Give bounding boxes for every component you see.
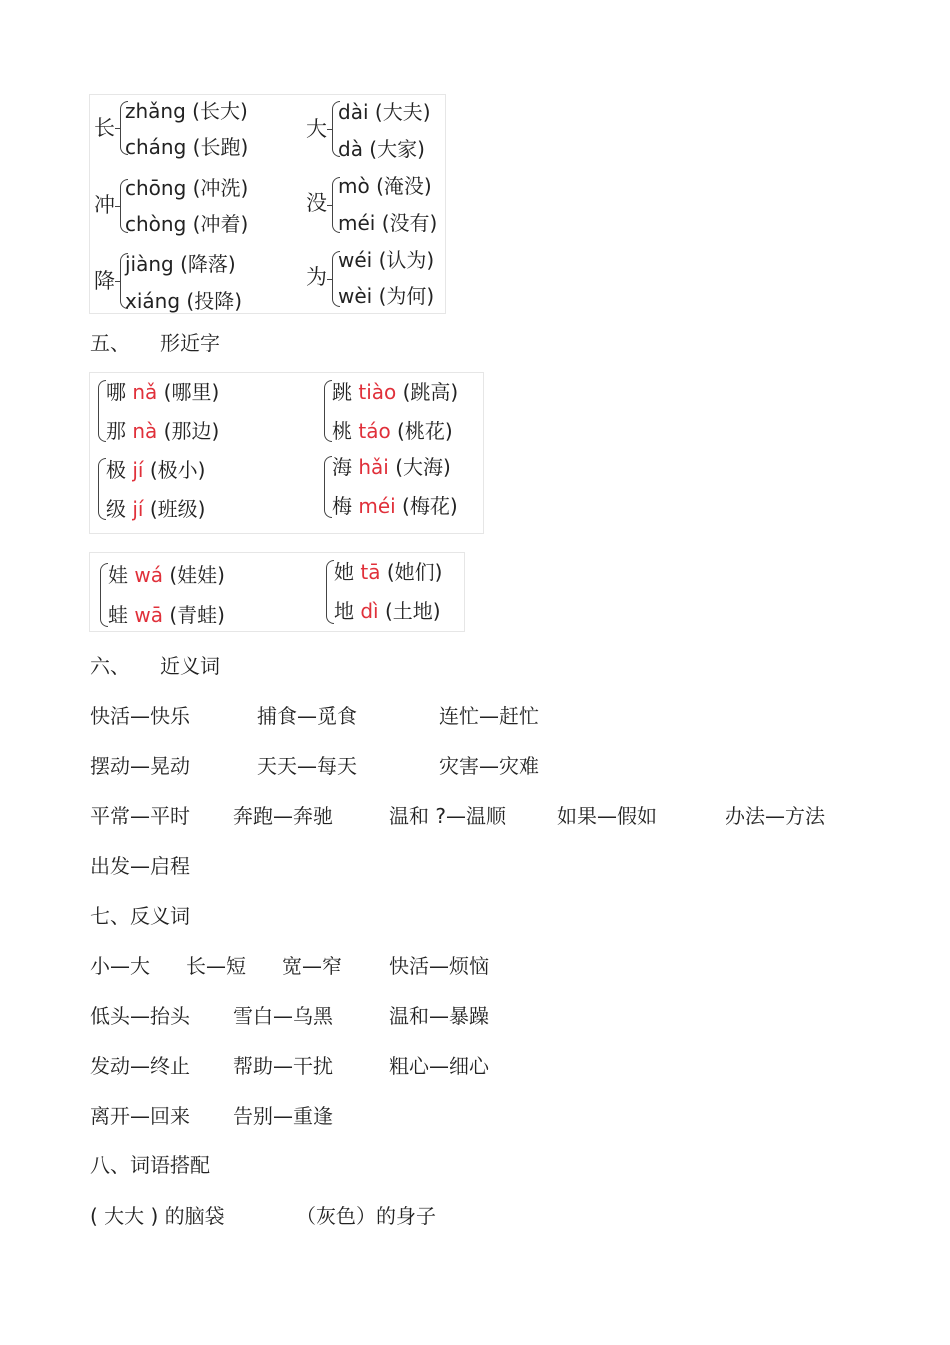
synonym-pair: 平常—平时: [90, 804, 190, 828]
example-word: 长跑: [200, 135, 241, 159]
pinyin: wā: [134, 603, 163, 627]
polyphone-entry: méi (没有): [338, 211, 438, 235]
collocation-item: （灰色）的身子: [296, 1204, 436, 1228]
antonym-pair: 粗心—细心: [389, 1054, 489, 1078]
synonym-pair: 办法—方法: [725, 804, 825, 828]
section-heading-6: 六、 近义词: [90, 654, 220, 678]
antonym-pair: 温和—暴躁: [389, 1004, 489, 1028]
example-word: 青蛙: [177, 603, 218, 627]
example-word: 冲着: [200, 212, 241, 236]
antonym-pair: 小—大: [90, 954, 150, 978]
synonym-pair: 温和 ?—温顺: [389, 804, 506, 828]
example-word: 大夫: [382, 100, 423, 124]
section-heading-5: 五、 形近字: [90, 331, 220, 355]
char: 梅: [332, 494, 352, 518]
polyphone-entry: zhǎng (长大): [125, 99, 248, 123]
pinyin: tā: [360, 560, 381, 584]
pinyin: chòng: [125, 212, 187, 236]
char: 桃: [332, 419, 352, 443]
similar-char-entry: 桃 táo (桃花): [332, 419, 453, 443]
example-word: 跳高: [410, 380, 451, 404]
pinyin: jí: [132, 458, 144, 482]
pinyin: zhǎng: [125, 99, 186, 123]
polyphone-entry: wéi (认为): [338, 248, 435, 272]
antonym-pair: 离开—回来: [90, 1104, 190, 1128]
similar-char-entry: 她 tā (她们): [334, 560, 443, 584]
pinyin: mò: [338, 174, 370, 198]
similar-char-entry: 海 hǎi (大海): [332, 455, 451, 479]
char: 极: [106, 458, 126, 482]
polyphone-entry: xiáng (投降): [125, 289, 243, 313]
polyphone-entry: dài (大夫): [338, 100, 431, 124]
brace: [98, 380, 106, 442]
brace: [326, 560, 334, 624]
synonym-pair: 如果—假如: [557, 804, 657, 828]
synonym-pair: 出发—启程: [90, 854, 190, 878]
example-word: 娃娃: [177, 563, 218, 587]
pinyin: xiáng: [125, 289, 181, 313]
pinyin: méi: [358, 494, 396, 518]
polyphone-entry: dà (大家): [338, 137, 425, 161]
example-word: 她们: [394, 560, 435, 584]
synonym-pair: 捕食—觅食: [257, 704, 357, 728]
example-word: 淹没: [383, 174, 424, 198]
polyphone-entry: cháng (长跑): [125, 135, 249, 159]
brace: [324, 380, 332, 442]
antonym-pair: 雪白—乌黑: [233, 1004, 333, 1028]
synonym-pair: 天天—每天: [257, 754, 357, 778]
antonym-pair: 发动—终止: [90, 1054, 190, 1078]
example-word: 认为: [386, 248, 427, 272]
example-word: 哪里: [171, 380, 212, 404]
section-heading-7: 七、反义词: [90, 904, 190, 928]
similar-char-entry: 跳 tiào (跳高): [332, 380, 459, 404]
example-word: 大家: [377, 137, 418, 161]
pinyin: dà: [338, 137, 363, 161]
similar-char-entry: 级 jí (班级): [106, 497, 206, 521]
pinyin: dì: [360, 599, 379, 623]
antonym-pair: 告别—重逢: [233, 1104, 333, 1128]
similar-chars-table-image-2: [89, 552, 465, 632]
synonym-pair: 快活—快乐: [90, 704, 190, 728]
similar-char-entry: 蛙 wā (青蛙): [108, 603, 225, 627]
similar-char-entry: 娃 wá (娃娃): [108, 563, 225, 587]
synonym-pair: 连忙—赶忙: [439, 704, 539, 728]
similar-char-entry: 地 dì (土地): [334, 599, 441, 623]
char: 级: [106, 497, 126, 521]
section-heading-8: 八、词语搭配: [90, 1153, 210, 1177]
pinyin: cháng: [125, 135, 187, 159]
similar-char-entry: 那 nà (那边): [106, 419, 220, 443]
char: 哪: [106, 380, 126, 404]
brace: [324, 456, 332, 518]
char: 地: [334, 599, 354, 623]
char: 娃: [108, 563, 128, 587]
polyphone-char: 没: [306, 191, 327, 215]
pinyin: wá: [134, 563, 163, 587]
char: 她: [334, 560, 354, 584]
synonym-pair: 奔跑—奔驰: [233, 804, 333, 828]
brace: [98, 458, 106, 520]
pinyin: jiàng: [125, 252, 174, 276]
char: 那: [106, 419, 126, 443]
similar-char-entry: 梅 méi (梅花): [332, 494, 458, 518]
pinyin: wéi: [338, 248, 373, 272]
polyphone-char: 冲: [94, 193, 115, 217]
polyphone-entry: mò (淹没): [338, 174, 432, 198]
polyphone-entry: wèi (为何): [338, 284, 435, 308]
similar-char-entry: 极 jí (极小): [106, 458, 206, 482]
polyphone-char: 降: [94, 269, 115, 293]
synonym-pair: 灾害—灾难: [439, 754, 539, 778]
example-word: 梅花: [409, 494, 450, 518]
example-word: 长大: [199, 99, 240, 123]
collocation-item: ( 大大 ) 的脑袋: [90, 1204, 225, 1228]
antonym-pair: 长—短: [186, 954, 246, 978]
example-word: 大海: [403, 455, 444, 479]
antonym-pair: 帮助—干扰: [233, 1054, 333, 1078]
polyphone-entry: jiàng (降落): [125, 252, 236, 276]
antonym-pair: 低头—抬头: [90, 1004, 190, 1028]
polyphone-entry: chòng (冲着): [125, 212, 249, 236]
example-word: 桃花: [404, 419, 445, 443]
similar-chars-table-image: [89, 372, 484, 534]
antonym-pair: 宽—窄: [282, 954, 342, 978]
char: 海: [332, 455, 352, 479]
example-word: 那边: [171, 419, 212, 443]
example-word: 冲洗: [200, 176, 241, 200]
polyphone-char: 长: [94, 116, 115, 140]
char: 跳: [332, 380, 352, 404]
pinyin: dài: [338, 100, 369, 124]
synonym-pair: 摆动—晃动: [90, 754, 190, 778]
pinyin: méi: [338, 211, 376, 235]
pinyin: nà: [132, 419, 158, 443]
pinyin: jí: [132, 497, 144, 521]
pinyin: táo: [358, 419, 391, 443]
example-word: 没有: [389, 211, 430, 235]
example-word: 为何: [386, 284, 427, 308]
pinyin: nǎ: [132, 380, 158, 404]
similar-char-entry: 哪 nǎ (哪里): [106, 380, 220, 404]
example-word: 降落: [187, 252, 228, 276]
polyphone-char: 为: [306, 265, 327, 289]
example-word: 班级: [157, 497, 198, 521]
polyphone-char: 大: [306, 117, 327, 141]
polyphone-table-image: [89, 94, 446, 314]
pinyin: wèi: [338, 284, 373, 308]
pinyin: hǎi: [358, 455, 389, 479]
example-word: 极小: [157, 458, 198, 482]
example-word: 投降: [194, 289, 235, 313]
char: 蛙: [108, 603, 128, 627]
pinyin: chōng: [125, 176, 187, 200]
brace: [100, 563, 108, 627]
polyphone-entry: chōng (冲洗): [125, 176, 249, 200]
example-word: 土地: [392, 599, 433, 623]
antonym-pair: 快活—烦恼: [389, 954, 489, 978]
pinyin: tiào: [358, 380, 397, 404]
